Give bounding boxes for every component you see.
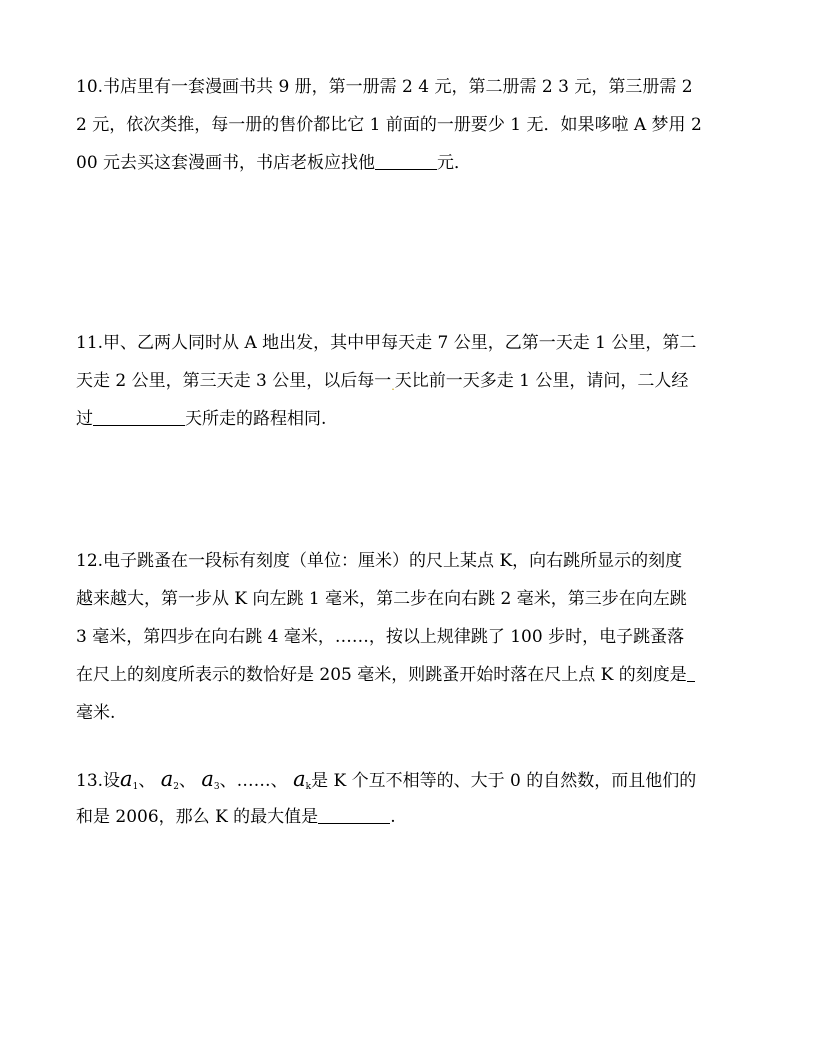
problem-12-line-4	[76, 656, 744, 694]
variable-a2	[161, 767, 179, 791]
var-a2-base: a	[160, 767, 174, 791]
problem-10-line-3	[76, 144, 744, 182]
problem-11-line-3-a: 过	[76, 409, 93, 429]
problem-13-line-1	[76, 760, 744, 798]
problem-11-line-1: 11.甲、乙两人同时从 A 地出发，其中甲每天走 7 公里，乙第一天走 1 公里，第二	[76, 333, 697, 353]
var-a3-sub: 3	[213, 782, 220, 792]
answer-blank-13[interactable]	[318, 803, 390, 824]
variable-a1	[120, 767, 138, 791]
var-a1-base: a	[120, 767, 133, 791]
problem-13-line-2-end: .	[390, 807, 396, 827]
var-a2-sub: 2	[173, 782, 179, 792]
problem-13-prefix: 13.设	[76, 771, 121, 791]
problem-12	[76, 542, 744, 732]
problem-11	[76, 324, 744, 438]
problem-13-line-2	[76, 798, 744, 836]
separator-2: 、	[178, 771, 196, 791]
problem-11-line-2-b: 天比前一天多走 1 公里，请问，二人经	[394, 371, 689, 391]
problem-13-line-1-rest: 是 K 个互不相等的、大于 0 的自然数，而且他们的	[311, 771, 697, 791]
problem-10-line-1: 10.书店里有一套漫画书共 9 册，第一册需 2 4 元，第二册需 2 3 元，第三册需 2	[76, 77, 693, 97]
problem-11-line-3	[76, 400, 744, 438]
problem-10	[76, 68, 744, 182]
var-ak-base: a	[293, 767, 306, 791]
dot-mark: .	[391, 380, 395, 393]
problem-12-line-3: 3 毫米，第四步在向右跳 4 毫米，……，按以上规律跳了 100 步时，电子跳蚤落	[76, 627, 685, 647]
answer-blank-10[interactable]	[375, 149, 437, 170]
problem-11-line-2-a: 天走 2 公里，第三天走 3 公里，以后每一	[76, 371, 392, 391]
problem-11-line-2	[76, 362, 744, 400]
problem-10-line-3-text: 00 元去买这套漫画书，书店老板应找他	[76, 153, 376, 173]
problem-12-line-2: 越来越大，第一步从 K 向左跳 1 毫米，第二步在向右跳 2 毫米，第三步在向左跳	[76, 589, 687, 609]
problem-10-line-3-end: 元．	[437, 153, 472, 173]
var-ak-sub: k	[305, 782, 312, 792]
separator-3: 、……、	[219, 771, 288, 791]
problem-12-line-4-text: 在尺上的刻度所表示的数恰好是 205 毫米，则跳蚤开始时落在尺上点 K 的刻度是	[76, 665, 687, 685]
var-a1-sub: 1	[132, 782, 139, 792]
answer-blank-11[interactable]	[93, 405, 185, 426]
variable-a3	[201, 767, 219, 791]
variable-ak	[293, 767, 311, 791]
problem-13-line-2-text: 和是 2006，那么 K 的最大值是	[76, 807, 319, 827]
problem-11-line-3-b: 天所走的路程相同.	[185, 409, 327, 429]
problem-10-line-2: 2 元，依次类推，每一册的售价都比它 1 前面的一册要少 1 无．如果哆啦 A 梦用 2	[76, 115, 702, 135]
separator-1: 、	[138, 771, 156, 791]
problem-12-line-5: 毫米.	[76, 703, 116, 723]
var-a3-base: a	[201, 767, 214, 791]
answer-blank-12[interactable]	[687, 661, 695, 682]
problem-12-line-1: 12.电子跳蚤在一段标有刻度（单位：厘米）的尺上某点 K，向右跳所显示的刻度	[76, 551, 683, 571]
problem-13	[76, 760, 744, 836]
